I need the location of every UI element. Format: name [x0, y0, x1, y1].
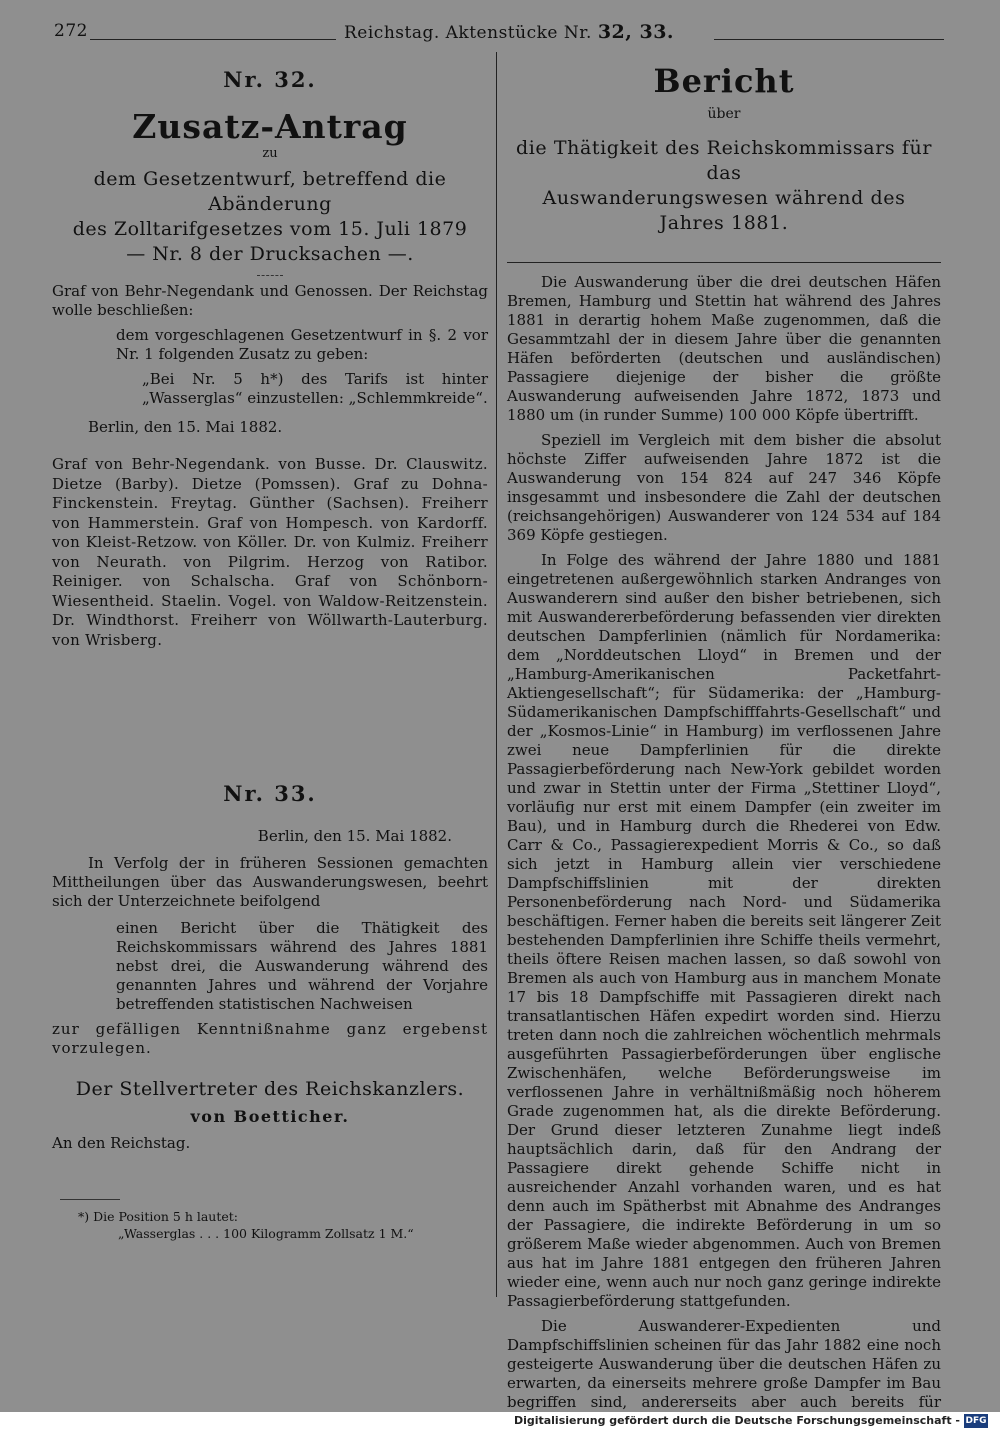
report-paragraph: In Folge des während der Jahre 1880 und 1881 eingetretenen außergewöhnlich starken Andranges von Auswanderern sind außer den bisher betriebenen, sich mit Auswandererbeförderung befassenden vier direkten deutschen Dampferlinien (nämlich für Nordamerika: dem „Norddeutschen Lloyd“ in Bremen und der „Hamburg-Amerikanischen Packetfahrt-Aktiengesellschaft“; für Südamerika: der „Hamburg-Südamerikanischen Dampfschifffahrts-Gesellschaft“ und der „Kosmos-Linie“ in Hamburg) im verflossenen Jahre zwei neue Dampferlinien für die direkte Passagierbeförderung nach New-York gebildet worden und zwar in Stettin unter der Firma „Stettiner Lloyd“, vorläufig nur erst mit einem Dampfer (ein zweiter im Bau), und in Hamburg durch die Rhederei von Edw. Carr & Co., Passagierexpedient Morris & Co., so daß sich jetzt in Hamburg allein vier verschiedene Dampfschiffslinien mit der direkten Personenbeförderung nach Nord- und Südamerika beschäftigen. Ferner haben die bereits seit längerer Zeit bestehenden Dampferlinien ihre Schiffe theils vermehrt, theils öftere Reisen machen lassen, so daß sowohl von Bremen als auch von Hamburg aus in manchem Monate 17 bis 18 Dampfschiffe mit Passagieren direkt nach transatlantischen Häfen expedirt worden sind. Hierzu treten dann noch die zahlreichen wöchentlich mehrmals ausgeführten Passagierbeförderungen über englische Zwischenhäfen, welche Beförderungsweise im verflossenen Jahre in verhältnißmäßig noch höherem Grade zugenommen hat, als die direkte Beförderung. Der Grund dieser letzteren Zunahme liegt indeß hauptsächlich darin, daß für den Andrang der Passagiere direkt gehende Schiffe nicht in ausreichender Anzahl vorhanden waren, und es hat denn auch im Spätherbst mit Abnahme des Andranges der Passagiere, die indirekte Beförderung in um so größerem Maße wieder abgenommen. Auch von Bremen aus hat im Jahre 1881 entgegen den früheren Jahren wieder eine, wenn auch nur noch ganz geringe indirekte Passagierbeförderung stattgefunden.: [507, 551, 941, 1310]
footnote-rule: [60, 1199, 120, 1200]
dfg-logo: DFG: [965, 1416, 987, 1426]
signer-name: von Boetticher.: [190, 1107, 350, 1126]
footer-strip: [0, 1412, 1000, 1432]
report-subject: [507, 136, 941, 236]
motion-quote: „Bei Nr. 5 h*) des Tarifs ist hinter „Wasserglas“ einzustellen: „Schlemmkreide“.: [142, 370, 488, 407]
page-header: [54, 18, 944, 48]
report-paragraph: Die Auswanderer-Expedienten und Dampfschiffslinien scheinen für das Jahr 1882 eine noch gesteigerte Auswanderung über die deutschen Häfen zu erwarten, da einerseits mehrere große Dampfer im Bau begriffen sind, andererseits aber auch bereits für: [507, 1317, 941, 1411]
signatories-list: Graf von Behr-Negendank. von Busse. Dr. Clauswitz. Dietze (Barby). Dietze (Pomssen). Graf zu Dohna-Finckenstein. Freytag. Günther (Sachsen). Freiherr von Hammerstein. Graf von Hompesch. von Kardorff. von Kleist-Retzow. von Köller. Dr. von Kulmiz. Freiherr von Neurath. von Pilgrim. Herzog von Ratibor. Reiniger. von Schalscha. Graf von Schönborn-Wiesentheid. Staelin. Vogel. von Waldow-Reitzenstein. Dr. Windthorst. Freiherr von Wöllwarth-Lauterburg. von Wrisberg.: [52, 455, 488, 649]
report-subject-line: Auswanderungswesen während des Jahres 1881.: [542, 187, 906, 234]
footnote-line: „Wasserglas . . . 100 Kilogramm Zollsatz 1 M.“: [118, 1226, 414, 1241]
header-rule-left: [90, 39, 336, 40]
motion-subject: [52, 167, 488, 267]
digitization-credit: Digitalisierung gefördert durch die Deutsche Forschungsgemeinschaft -: [513, 1414, 960, 1427]
footnote: [52, 1208, 488, 1242]
header-title: [344, 21, 674, 43]
right-column: [507, 60, 941, 1412]
column-divider: [496, 52, 497, 1297]
report-ueber: über: [707, 106, 741, 122]
motion-subject-line: des Zolltarifgesetzes vom 15. Juli 1879: [72, 218, 468, 240]
report-title: Bericht: [653, 62, 795, 100]
section-number-33: Nr. 33.: [223, 781, 317, 806]
addressee: An den Reichstag.: [52, 1134, 191, 1152]
motion-subject-line: — Nr. 8 der Drucksachen —.: [126, 243, 414, 265]
report-subject-line: die Thätigkeit des Reichskommissars für das: [515, 137, 933, 184]
letter-date: Berlin, den 15. Mai 1882.: [257, 827, 452, 845]
report-paragraph: Speziell im Vergleich mit dem bisher die absolut höchste Ziffer aufweisenden Jahre 1872 ist die Auswanderung von 154 824 auf 247 346 Köpfe insgesammt und insbesondere die Zahl der deutschen (reichsangehörigen) Auswanderer von 124 534 auf 184 369 Köpfe gestiegen.: [507, 431, 941, 544]
motion-intro: Graf von Behr-Negendank und Genossen. Der Reichstag wolle beschließen:: [52, 282, 488, 319]
motion-zu: zu: [262, 146, 278, 161]
header-rule-right: [714, 39, 944, 40]
page-number: 272: [54, 21, 88, 41]
report-paragraph: Die Auswanderung über die drei deutschen Häfen Bremen, Hamburg und Stettin hat während des Jahres 1881 in derartig hohem Maße zugenommen, daß die Gesammtzahl der in diesem Jahre über die genannten Häfen beförderten (deutschen und ausländischen) Passagiere diejenige der bisher die größte Auswanderung aufweisenden Jahre 1872, 1873 und 1880 um (in runder Summe) 100 000 Köpfe übertrifft.: [507, 273, 941, 424]
section-number-32: Nr. 32.: [223, 67, 317, 92]
letter-body: einen Bericht über die Thätigkeit des Reichskommissars während des Jahres 1881 nebst drei, die Auswanderung während des genannten Jahres und während der Vorjahre betreffenden statistischen Nachweisen: [116, 919, 488, 1013]
header-title-prefix: Reichstag. Aktenstücke Nr.: [344, 23, 592, 43]
report-rule: [507, 262, 941, 263]
letter-intro: In Verfolg der in früheren Sessionen gemachten Mittheilungen über das Auswanderungswesen, beehrt sich der Unterzeichnete beifolgend: [52, 854, 488, 910]
motion-subject-line: dem Gesetzentwurf, betreffend die Abänderung: [93, 168, 447, 215]
motion-date: Berlin, den 15. Mai 1882.: [88, 418, 283, 436]
left-column: [52, 60, 488, 1242]
small-divider: [257, 275, 283, 276]
motion-body: dem vorgeschlagenen Gesetzentwurf in §. 2 vor Nr. 1 folgenden Zusatz zu geben:: [116, 326, 488, 363]
motion-title: Zusatz-Antrag: [132, 107, 408, 146]
header-title-numbers: 32, 33.: [597, 21, 675, 43]
letter-close: zur gefälligen Kenntnißnahme ganz ergebenst vorzulegen.: [52, 1020, 488, 1057]
footnote-line: *) Die Position 5 h lautet:: [78, 1209, 239, 1224]
stellvertreter-line: Der Stellvertreter des Reichskanzlers.: [75, 1078, 465, 1100]
